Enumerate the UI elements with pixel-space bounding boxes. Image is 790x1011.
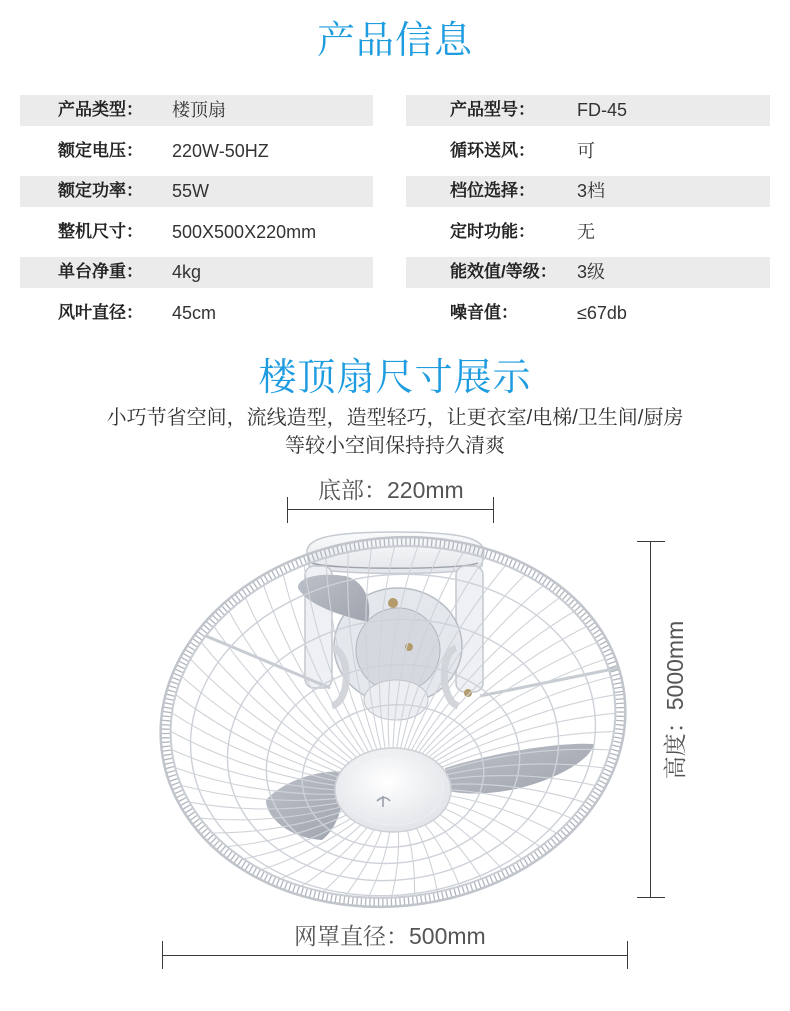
spec-label: 额定功率：: [58, 181, 143, 201]
spec-value: 220W-50HZ: [172, 140, 269, 161]
screw: [388, 598, 398, 608]
spec-label: 循环送风：: [450, 140, 535, 160]
base-dimension-line: [287, 509, 494, 510]
spec-label: 额定电压：: [58, 140, 143, 160]
spec-row: [20, 293, 373, 334]
spec-value: 45cm: [172, 302, 217, 323]
spec-row: [406, 212, 770, 253]
spec-label: 能效值/等级：: [450, 262, 557, 282]
grille-diameter-tick: [627, 941, 628, 969]
spec-row: [20, 212, 373, 253]
grille-diameter-tick: [162, 941, 163, 969]
height-dimension-label: 高度：5000mm: [662, 620, 688, 780]
spec-label: 单台净重：: [58, 262, 143, 282]
product-info-title: 产品信息: [316, 20, 473, 62]
spec-value: ≤67db: [577, 302, 627, 323]
spec-value: 无: [577, 221, 595, 242]
spec-table-right: [406, 90, 770, 334]
spec-table-left: [20, 90, 373, 334]
center-hub: [335, 748, 451, 832]
height-dimension-line: [650, 541, 651, 897]
spec-value: 55W: [172, 181, 210, 202]
spec-value: FD-45: [577, 100, 628, 120]
spec-value: 500X500X220mm: [172, 221, 317, 242]
spec-value: 楼顶扇: [172, 100, 226, 120]
spec-row: [20, 90, 373, 131]
spec-label: 噪音值：: [450, 302, 518, 322]
description-line: 小巧节省空间，流线造型，造型轻巧，让更衣室/电梯/卫生间/厨房: [106, 407, 684, 429]
spec-value: 3级: [577, 262, 606, 283]
base-dimension-label: 底部：220mm: [318, 477, 464, 503]
spec-row: [406, 90, 770, 131]
spec-value: 可: [577, 140, 595, 161]
spec-row: [406, 252, 770, 293]
ceiling-fan-image: [140, 520, 650, 920]
spec-row: [406, 131, 770, 172]
spec-row: [406, 171, 770, 212]
grille-diameter-label: 网罩直径：500mm: [294, 923, 486, 949]
spec-value: 3档: [577, 181, 606, 202]
spec-value: 4kg: [172, 262, 202, 283]
spec-label: 产品类型：: [58, 100, 143, 119]
spec-label: 档位选择：: [450, 181, 535, 201]
spec-label: 风叶直径：: [58, 302, 143, 322]
spec-row: [406, 293, 770, 334]
screw: [464, 689, 472, 697]
grille-diameter-line: [162, 955, 628, 956]
size-display-title: 楼顶扇尺寸展示: [258, 357, 532, 399]
spec-row: [20, 171, 373, 212]
spec-label: 定时功能：: [450, 221, 535, 241]
spec-row: [20, 252, 373, 293]
spec-row: [20, 131, 373, 172]
spec-label: 产品型号：: [450, 100, 535, 119]
spec-label: 整机尺寸：: [58, 221, 143, 241]
description-line: 等较小空间保持持久清爽: [285, 435, 505, 457]
